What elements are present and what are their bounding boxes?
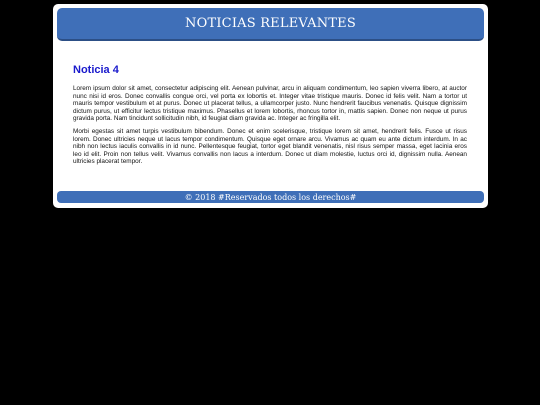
article-paragraph: Lorem ipsum dolor sit amet, consectetur adipiscing elit. Aenean pulvinar, arcu in aliquam condimentum, leo sapien viverra libero, at auctor nunc nisi id eros. Donec convallis congue orci, vel porta ex lobortis et. Integer vitae tristique mauris. Donec id felis velit. Nam a tortor ut mauris tempor vestibulum et at purus. Donec ut placerat tellus, a ullamcorper justo. Nunc hendrerit faucibus venenatis. Quisque dignissim dictum purus, ut efficitur lectus tristique maximus. Phasellus et lorem lobortis, rhoncus tortor in, mattis sapien. Donec non neque ut purus gravida porta. Nam tincidunt sollicitudin nibh, id feugiat diam gravida ac. Integer ac fringilla elit. <box>73 85 467 123</box>
header-bar <box>57 8 484 41</box>
page-panel <box>53 4 488 208</box>
footer-bar <box>57 191 484 203</box>
article-paragraph: Morbi egestas sit amet turpis vestibulum bibendum. Donec et enim scelerisque, tristique lorem sit amet, hendrerit felis. Fusce ut risus lorem. Donec ultricies neque ut lacus tempor condimentum. Quisque eget ornare arcu. Vivamus ac quam eu ante dictum interdum. In ac nibh non lectus iaculis convallis in id nunc. Pellentesque feugiat, tortor eget blandit venenatis, nisl risus semper massa, eget lacinia eros leo id elit. Proin non tellus velit. Vivamus convallis non lacus a interdum. Donec ut diam molestie, luctus orci id, dignissim nulla. Aenean ultricies placerat tempor. <box>73 127 467 166</box>
page-title: NOTICIAS RELEVANTES <box>185 16 356 31</box>
article-title: Noticia 4 <box>73 64 119 76</box>
article <box>73 64 467 171</box>
copyright-text: © 2018 #Reservados todos los derechos# <box>184 192 357 202</box>
